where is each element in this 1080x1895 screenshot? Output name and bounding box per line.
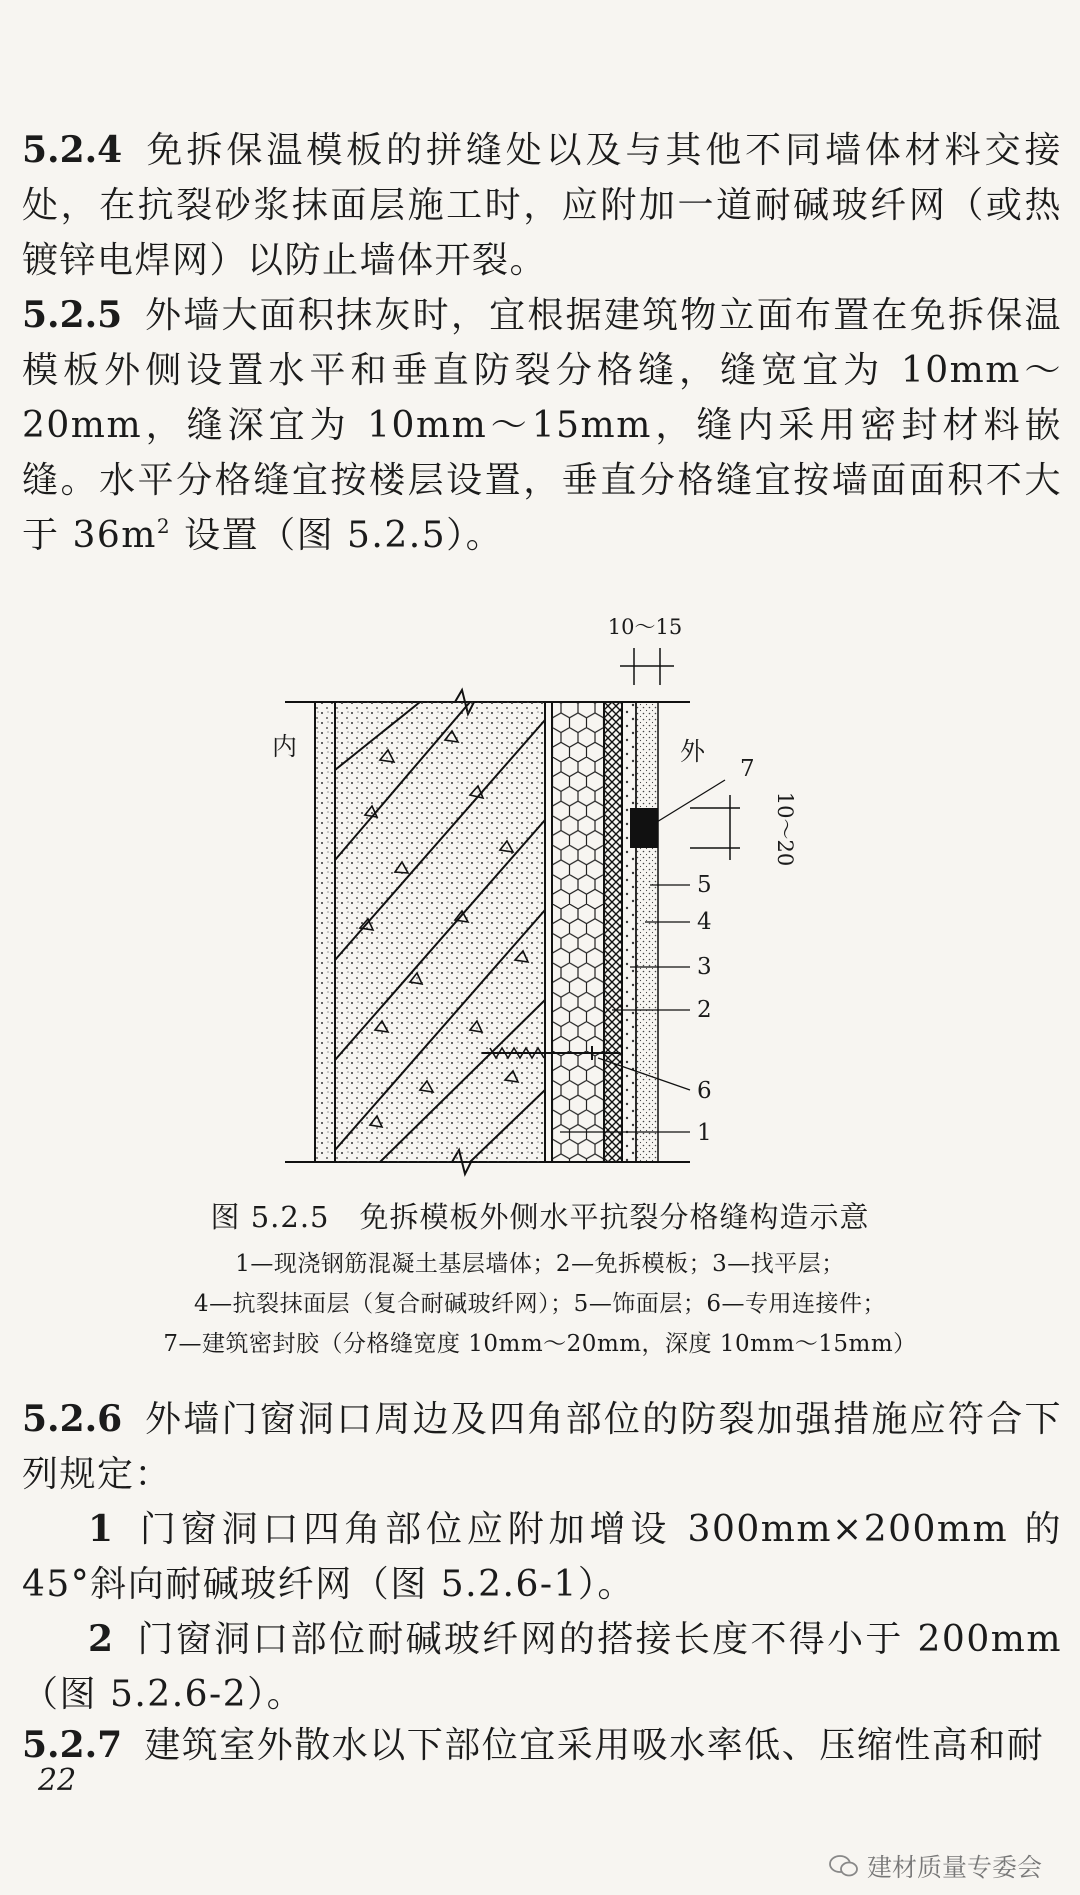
section-5-2-7	[22, 1718, 1062, 1773]
item-text: 门窗洞口部位耐碱玻纤网的搭接长度不得小于 200mm（图 5.2.6-2）。	[22, 1619, 1062, 1715]
dimension-label-width: 10～20	[773, 791, 797, 867]
section-text: 建筑室外散水以下部位宜采用吸水率低、压缩性高和耐	[144, 1725, 1045, 1766]
item-text: 门窗洞口四角部位应附加增设 300mm×200mm 的 45°斜向耐碱玻纤网（图 5.2.6-1）。	[22, 1509, 1062, 1605]
dimension-groove-width	[690, 795, 740, 860]
watermark-text: 建材质量专委会	[866, 1853, 1042, 1882]
sealant-block	[630, 808, 658, 848]
concrete-base-wall	[335, 702, 545, 1162]
section-5-2-6	[22, 1392, 1062, 1502]
section-number: 5.2.7	[22, 1724, 123, 1766]
dimension-groove-depth	[620, 648, 674, 685]
callout-6: 6	[697, 1078, 712, 1104]
section-5-2-4	[22, 123, 1062, 288]
section-number: 5.2.5	[22, 294, 123, 336]
figure-legend-line-1: 1—现浇钢筋混凝土基层墙体；2—免拆模板；3—找平层；	[235, 1251, 845, 1277]
callout-2: 2	[697, 997, 712, 1023]
section-text: 免拆保温模板的拼缝处以及与其他不同墙体材料交接处，在抗裂砂浆抹面层施工时，应附加一道耐碱玻纤网（或热镀锌电焊网）以防止墙体开裂。	[22, 130, 1062, 281]
section-number: 5.2.6	[22, 1398, 123, 1440]
dimension-label-depth: 10～15	[607, 615, 683, 639]
inner-plaster-layer	[315, 702, 335, 1162]
label-inner: 内	[272, 732, 298, 761]
callout-4: 4	[697, 909, 712, 935]
callout-3: 3	[697, 954, 712, 980]
section-text-end: 设置（图 5.2.5）。	[171, 515, 504, 556]
watermark	[829, 1848, 1042, 1884]
leveling-layer	[604, 702, 622, 1162]
page-number: 22	[38, 1763, 77, 1798]
finish-layer	[636, 702, 658, 1162]
insulation-formwork-layer	[552, 702, 604, 1162]
section-text: 外墙门窗洞口周边及四角部位的防裂加强措施应符合下列规定：	[22, 1399, 1062, 1495]
figure-caption-title: 图 5.2.5 免拆模板外侧水平抗裂分格缝构造示意	[210, 1200, 870, 1234]
figure-legend-line-3: 7—建筑密封胶（分格缝宽度 10mm～20mm，深度 10mm～15mm）	[163, 1331, 917, 1357]
wall-section-diagram	[0, 610, 1080, 1190]
section-5-2-6-item-2	[22, 1612, 1062, 1722]
item-number: 1	[88, 1508, 115, 1550]
section-text: 外墙大面积抹灰时，宜根据建筑物立面布置在免拆保温模板外侧设置水平和垂直防裂分格缝，缝宽宜为 10mm～20mm，缝深宜为 10mm～15mm，缝内采用密封材料嵌缝。水平分格缝宜按楼层设置，垂直分格缝宜按墙面面积不大于 36m	[22, 295, 1062, 556]
section-5-2-5	[22, 288, 1062, 563]
anti-crack-layer	[622, 702, 636, 1162]
figure-legend-line-2: 4—抗裂抹面层（复合耐碱玻纤网）；5—饰面层；6—专用连接件；	[194, 1291, 886, 1317]
callout-1: 1	[697, 1120, 712, 1146]
callout-5: 5	[697, 872, 712, 898]
item-number: 2	[88, 1618, 115, 1660]
callout-7: 7	[740, 756, 755, 782]
wechat-icon	[829, 1854, 859, 1878]
label-outer: 外	[680, 737, 706, 766]
superscript: 2	[156, 514, 172, 538]
section-5-2-6-item-1	[22, 1502, 1062, 1612]
section-number: 5.2.4	[22, 129, 123, 171]
